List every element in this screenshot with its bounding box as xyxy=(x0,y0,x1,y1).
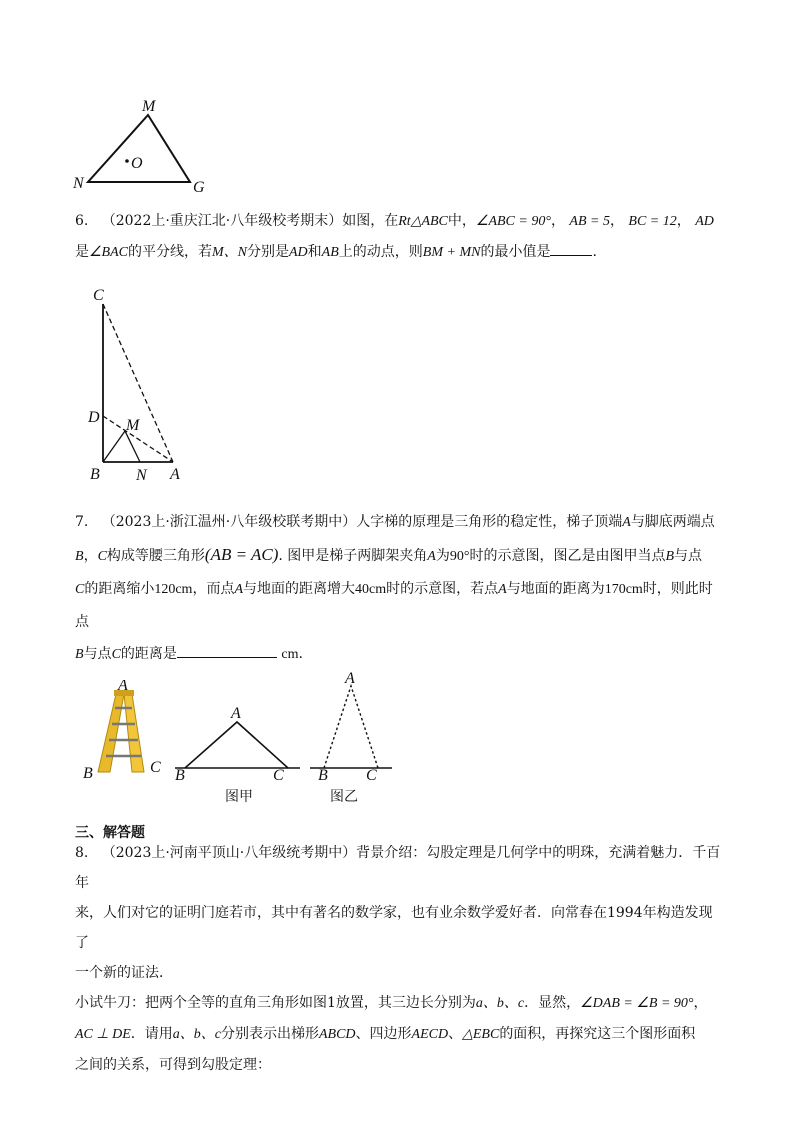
q7-text: 时，则此时点 xyxy=(75,581,713,630)
q7-text: 时的示意图，若点 xyxy=(386,581,499,597)
q7-170cm: 170cm xyxy=(604,582,643,597)
q7-b: B xyxy=(75,549,84,564)
q6-text: 的平分线，若 xyxy=(128,244,212,260)
q6-ab-2: AB xyxy=(321,245,339,260)
triangle-mng-figure xyxy=(60,95,220,200)
q6-triangle: Rt△ABC xyxy=(398,214,448,229)
label-m: M xyxy=(126,417,140,434)
q7-text: 与脚底两端点 xyxy=(630,514,715,530)
q7-equation: (AB = AC) xyxy=(204,545,279,564)
label-g: G xyxy=(193,179,205,196)
q8-ebc: △EBC xyxy=(462,1027,500,1042)
q8-sep: 、 xyxy=(355,1026,370,1042)
figure-yi xyxy=(308,668,398,780)
q7-40cm: 40cm xyxy=(355,582,387,597)
q8-text: 背景介绍：勾股定理是几何学中的明珠，充满着魅力．千百年 xyxy=(75,845,721,891)
q6-text: 中， xyxy=(447,213,476,229)
q8-abc: a、b、c xyxy=(475,996,525,1011)
q7-text: 构成等腰三角形 xyxy=(106,548,205,564)
ladder-illustration xyxy=(80,680,170,780)
label-m: M xyxy=(142,98,156,115)
jia-label-c: C xyxy=(273,767,284,780)
q8-perp: AC ⊥ DE xyxy=(75,1027,131,1042)
q7-text: 的距离缩小 xyxy=(84,581,155,597)
yi-label-b: B xyxy=(318,767,328,780)
q6-ad: AD xyxy=(695,214,714,229)
q7-source: （2023上·浙江温州·八年级校联考期中） xyxy=(101,514,357,530)
q6-figure xyxy=(80,284,200,484)
q6-source: （2022上·重庆江北·八年级校考期末） xyxy=(101,213,343,229)
ladder-label-c: C xyxy=(150,759,161,776)
label-o: O xyxy=(131,155,143,172)
q6-text: 上的动点，则 xyxy=(338,244,423,260)
q7-c: C xyxy=(111,647,121,662)
jia-label-b: B xyxy=(175,767,185,780)
yi-label-a: A xyxy=(345,670,355,687)
q7-answer-blank[interactable] xyxy=(177,645,277,658)
q8-abc: a、b、c xyxy=(172,1027,221,1042)
ladder-right-rail xyxy=(124,694,144,772)
q6-ab: AB = 5 xyxy=(569,214,610,229)
q7-c: C xyxy=(97,549,107,564)
q6-ad-2: AD xyxy=(289,245,308,260)
q7-text: 的距离是 xyxy=(120,646,177,662)
q7-end: . xyxy=(298,646,303,662)
q6-text: 如图，在 xyxy=(342,213,399,229)
q7-text: . 图甲是梯子两脚架夹角 xyxy=(278,548,428,564)
q6-text: 的最小值是 xyxy=(480,244,551,260)
q7-a: A xyxy=(427,549,436,564)
q8-text: 四边形 xyxy=(369,1026,412,1042)
q7-120cm: 120cm xyxy=(154,582,193,597)
q6-angle-abc: ∠ABC = 90° xyxy=(475,214,551,229)
q8-aecd: AECD xyxy=(411,1027,449,1042)
q7-c: C xyxy=(75,582,85,597)
q8-abcd: ABCD xyxy=(318,1027,356,1042)
q8-text: ， xyxy=(693,995,708,1011)
q7-number: 7. xyxy=(75,514,89,530)
q8-source: （2023上·河南平顶山·八年级统考期中） xyxy=(101,845,357,861)
q6-bm-mn: BM + MN xyxy=(422,245,481,260)
q7-comma: ， xyxy=(83,548,98,564)
q7-text: 与点 xyxy=(83,646,112,662)
q7-text: 为 xyxy=(435,548,450,564)
q8-text: 小试牛刀：把两个全等的直角三角形如图1放置，其三边长分别为 xyxy=(75,995,476,1011)
q7-text: 时的示意图，图乙是由图甲当点 xyxy=(469,548,666,564)
yi-label-c: C xyxy=(366,767,377,780)
figure-yi-caption: 图乙 xyxy=(330,789,358,805)
label-n: N xyxy=(73,175,84,192)
q7-text: 人字梯的原理是三角形的稳定性，梯子顶端 xyxy=(356,514,623,530)
q7-text: 与地面的距离为 xyxy=(506,581,605,597)
q7-b: B xyxy=(75,647,84,662)
q7-text: 与点 xyxy=(674,548,703,564)
label-a: A xyxy=(170,466,180,483)
ladder-left-rail xyxy=(98,694,124,772)
q6-number: 6. xyxy=(75,213,89,229)
section-heading: 三、解答题 xyxy=(75,825,145,841)
q7-unit: cm xyxy=(281,647,299,662)
q7-b: B xyxy=(665,549,675,564)
question-6-text: 6. （2022上·重庆江北·八年级校考期末）如图，在Rt△ABC中，∠ABC = 90°， AB = 5， BC = 12， AD 是∠BAC的平分线，若M、N分别是AD和AB上的动点，则BM + MN的最小值是 . xyxy=(75,213,714,260)
figure-jia xyxy=(170,700,310,780)
q8-text: 分别表示出梯形 xyxy=(220,1026,319,1042)
q8-sep: 、 xyxy=(448,1026,463,1042)
ladder-triangle-90 xyxy=(185,722,288,768)
jia-label-a: A xyxy=(231,705,241,722)
label-d: D xyxy=(88,409,100,426)
q7-a: A xyxy=(622,515,631,530)
q6-angle-bac: ∠BAC xyxy=(89,245,128,260)
q6-bc: BC = 12 xyxy=(628,214,677,229)
q8-text: ．请用 xyxy=(130,1026,173,1042)
q7-90deg: 90° xyxy=(449,549,470,564)
label-c: C xyxy=(93,287,104,304)
q7-text: 与地面的距离增大 xyxy=(243,581,356,597)
q8-text: 之间的关系，可得到勾股定理： xyxy=(75,1057,271,1073)
q8-angles: ∠DAB = ∠B = 90° xyxy=(580,996,694,1011)
label-b: B xyxy=(90,466,100,483)
q7-a: A xyxy=(498,582,507,597)
question-8-text xyxy=(75,838,725,1080)
q7-a: A xyxy=(234,582,244,597)
label-n: N xyxy=(136,467,147,484)
segment-bm xyxy=(103,431,125,462)
ladder-label-b: B xyxy=(83,765,93,780)
q6-mn: M、N xyxy=(212,245,247,260)
q6-text: 是 xyxy=(75,244,89,260)
q8-text: 的面积，再探究这三个图形面积 xyxy=(499,1026,696,1042)
q6-answer-blank[interactable] xyxy=(550,243,592,256)
q8-text: ．显然， xyxy=(524,995,581,1011)
question-7-text xyxy=(75,506,725,671)
q8-text: 来，人们对它的证明门庭若市，其中有著名的数学家，也有业余数学爱好者．向常春在1994年构造发现了 xyxy=(75,905,713,951)
ladder-triangle-narrow xyxy=(324,686,378,768)
q8-text: 一个新的证法． xyxy=(75,965,173,981)
q6-text: 分别是 xyxy=(247,244,289,260)
point-o xyxy=(125,159,129,163)
figure-jia-caption: 图甲 xyxy=(225,789,253,805)
ladder-label-a: A xyxy=(118,680,128,694)
q8-number: 8. xyxy=(75,845,89,861)
q7-text: ，而点 xyxy=(192,581,235,597)
q6-end: . xyxy=(592,244,597,260)
q6-text: 和 xyxy=(307,244,322,260)
